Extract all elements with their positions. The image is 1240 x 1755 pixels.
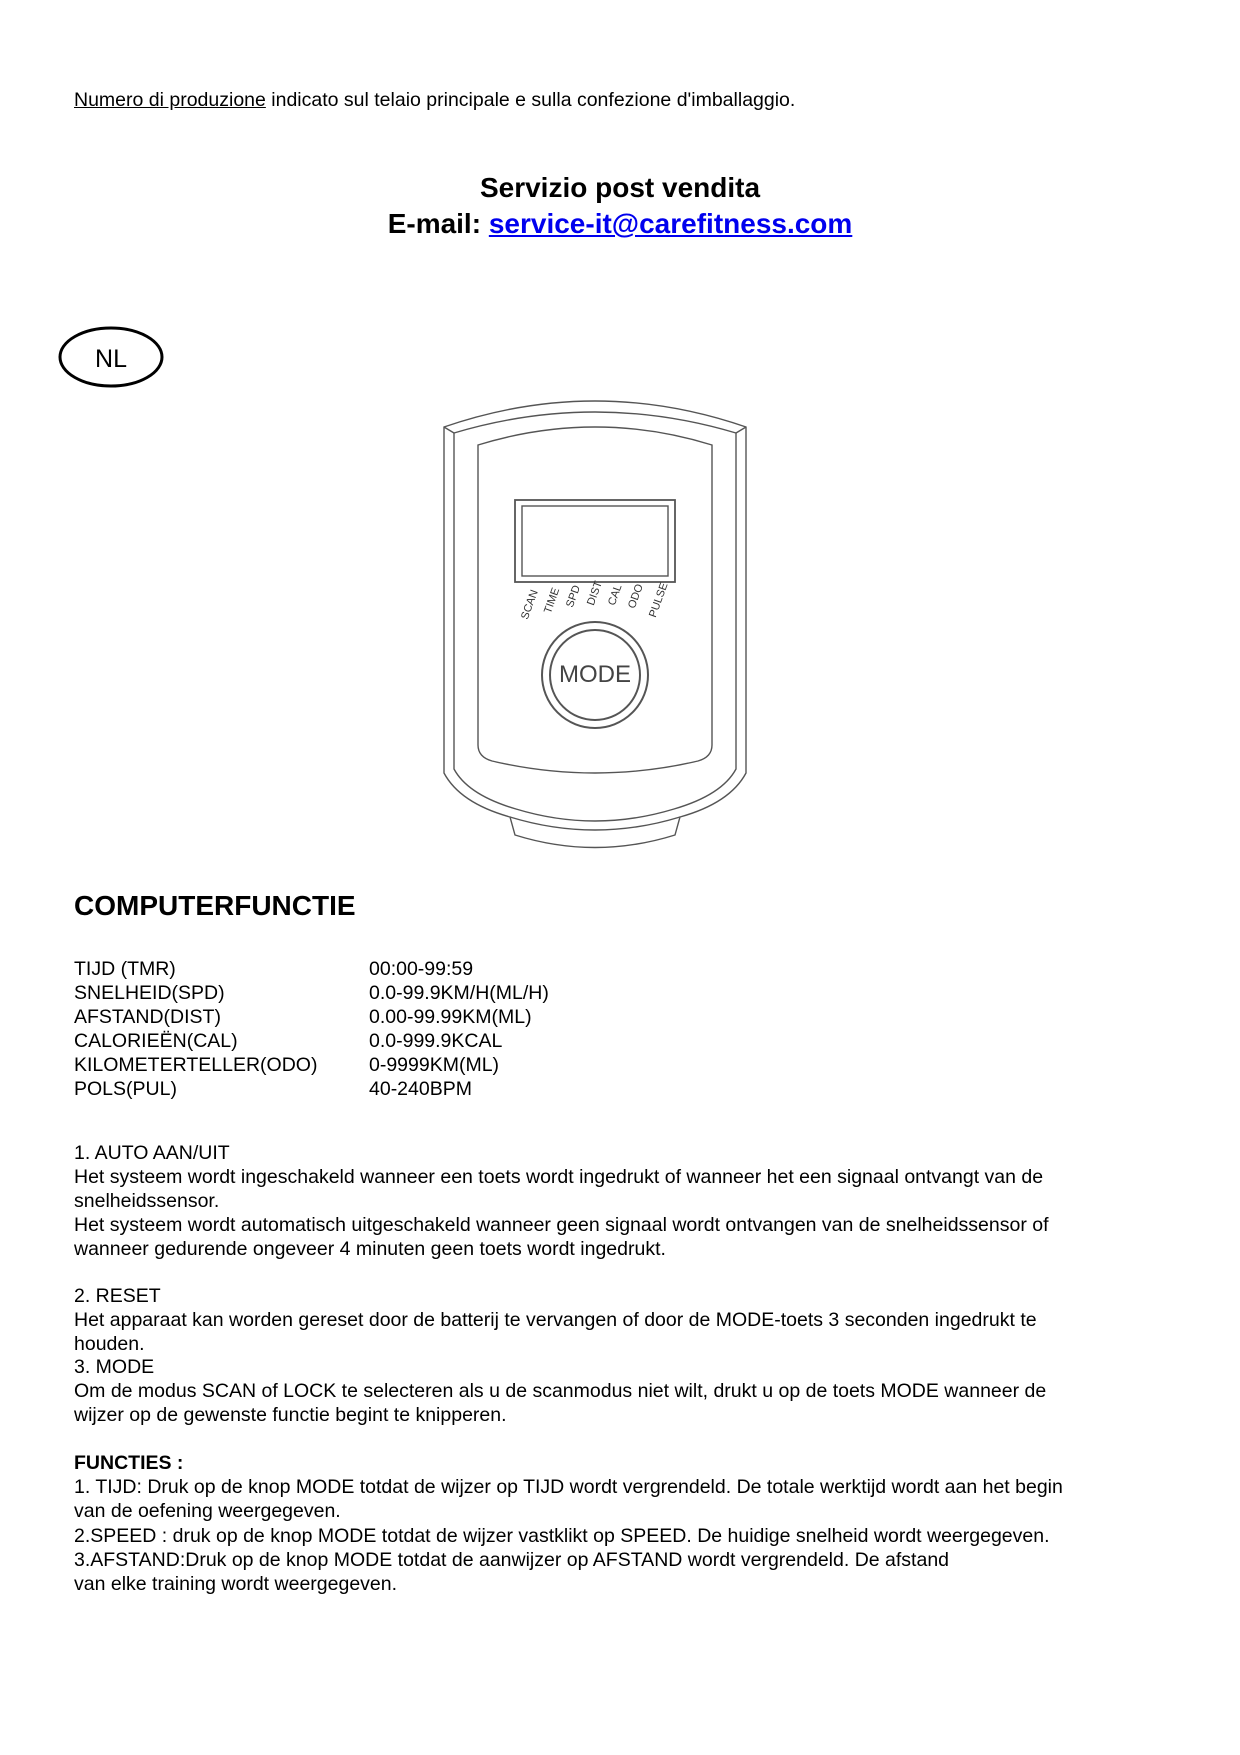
spec-value: 00:00-99:59 — [369, 958, 474, 980]
indicator-cal: CAL — [606, 582, 625, 608]
spec-value: 0.00-99.99KM(ML) — [369, 1006, 532, 1028]
auto-line: Het systeem wordt ingeschakeld wanneer een toets wordt ingedrukt of wanneer het een signaal ontvangt van de — [74, 1166, 1044, 1188]
language-badge-oval — [58, 326, 168, 390]
reset-title: 2. RESET — [74, 1285, 161, 1307]
reset-line: houden. — [74, 1333, 145, 1355]
production-number-text: indicato sul telaio principale e sulla confezione d'imballaggio. — [265, 89, 796, 111]
spec-row — [74, 981, 774, 1005]
reset-line: Het apparaat kan worden gereset door de batterij te vervangen of door de MODE-toets 3 seconden ingedrukt te — [74, 1309, 1037, 1331]
indicator-time: TIME — [542, 586, 563, 616]
auto-line: wanneer gedurende ongeveer 4 minuten geen toets wordt ingedrukt. — [74, 1238, 666, 1260]
indicator-spd: SPD — [564, 583, 584, 610]
spec-value: 0-9999KM(ML) — [369, 1054, 500, 1076]
functions-line: van elke training wordt weergegeven. — [74, 1573, 398, 1595]
email-label: E-mail: — [387, 208, 489, 239]
service-email-link[interactable]: service-it@carefitness.com — [488, 208, 853, 239]
indicator-odo: ODO — [626, 582, 646, 611]
production-number-label: Numero di produzione — [74, 89, 266, 111]
spec-value: 0.0-99.9KM/H(ML/H) — [369, 982, 549, 1004]
spec-row — [74, 1029, 774, 1053]
functions-line: 1. TIJD: Druk op de knop MODE totdat de wijzer op TIJD wordt vergrendeld. De totale werktijd wordt aan het begin — [74, 1476, 1063, 1498]
console-drawing — [430, 385, 760, 865]
production-number-note — [74, 88, 795, 112]
spec-value: 40-240BPM — [369, 1078, 472, 1100]
language-badge — [58, 326, 168, 390]
indicator-dist: DIST — [585, 579, 605, 608]
spec-row — [74, 1053, 774, 1077]
console-outline — [430, 385, 760, 865]
spec-row — [74, 1005, 774, 1029]
mode-title: 3. MODE — [74, 1356, 155, 1378]
spec-label: KILOMETERTELLER(ODO) — [74, 1054, 318, 1076]
mode-line: Om de modus SCAN of LOCK te selecteren als u de scanmodus niet wilt, drukt u op de toets MODE wanneer de — [74, 1380, 1047, 1402]
auto-line: Het systeem wordt automatisch uitgeschakeld wanneer geen signaal wordt ontvangen van de snelheidssensor of — [74, 1214, 1049, 1236]
functions-line: 2.SPEED : druk op de knop MODE totdat de wijzer vastklikt op SPEED. De huidige snelheid wordt weergegeven. — [74, 1525, 1050, 1547]
indicator-pulse: PULSE — [647, 581, 671, 620]
spec-value: 0.0-999.9KCAL — [369, 1030, 503, 1052]
spec-label: AFSTAND(DIST) — [74, 1006, 221, 1028]
service-email-line — [0, 206, 1240, 242]
mode-button-label: MODE — [559, 661, 631, 688]
spec-label: CALORIEËN(CAL) — [74, 1030, 238, 1052]
spec-label: POLS(PUL) — [74, 1078, 177, 1100]
auto-title: 1. AUTO AAN/UIT — [74, 1142, 230, 1164]
section-title: COMPUTERFUNCTIE — [74, 890, 356, 921]
mode-line: wijzer op de gewenste functie begint te knipperen. — [74, 1404, 507, 1426]
spec-row — [74, 957, 774, 981]
functions-title: FUNCTIES : — [74, 1452, 184, 1474]
functions-line: van de oefening weergegeven. — [74, 1500, 341, 1522]
spec-row — [74, 1077, 774, 1101]
spec-label: TIJD (TMR) — [74, 958, 176, 980]
service-title: Servizio post vendita — [479, 172, 761, 203]
spec-label: SNELHEID(SPD) — [74, 982, 225, 1004]
auto-line: snelheidssensor. — [74, 1190, 220, 1212]
indicator-scan: SCAN — [519, 588, 541, 622]
functions-line: 3.AFSTAND:Druk op de knop MODE totdat de aanwijzer op AFSTAND wordt vergrendeld. De afstand — [74, 1549, 950, 1571]
language-badge-label: NL — [95, 345, 127, 373]
